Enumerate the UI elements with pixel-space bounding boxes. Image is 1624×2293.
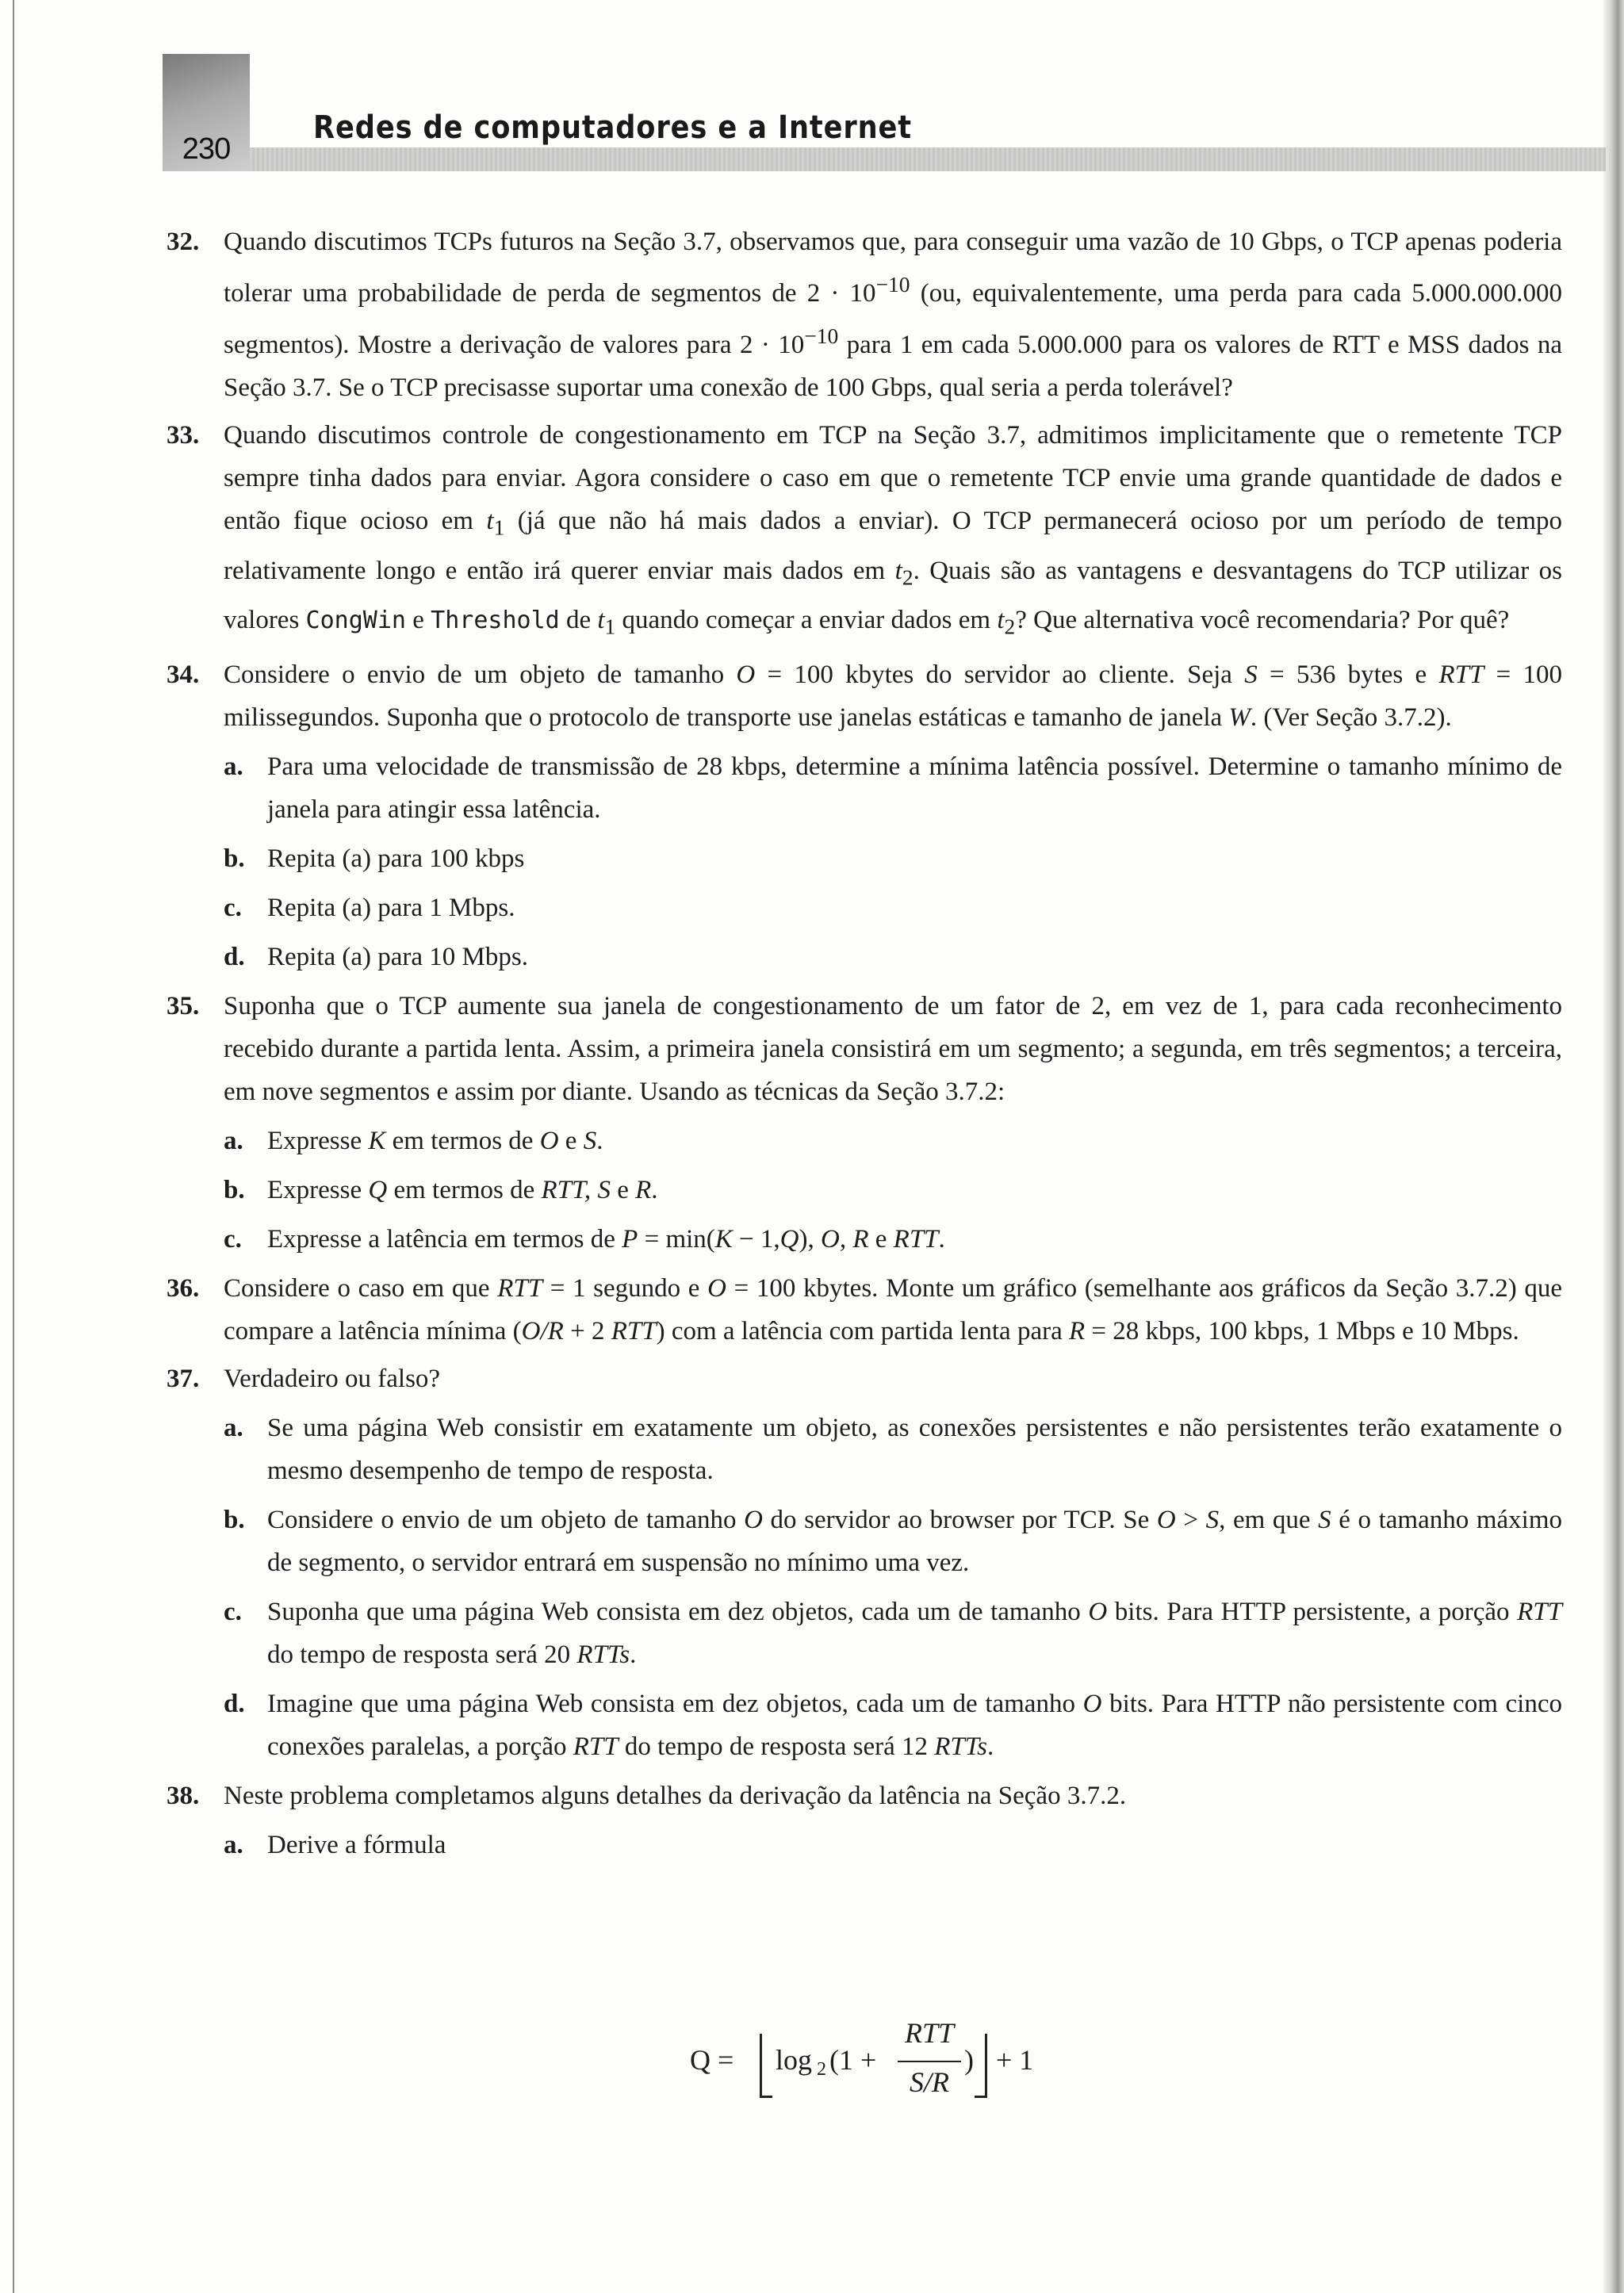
math-var: RTT xyxy=(611,1316,657,1346)
floor-bracket-left xyxy=(760,2034,762,2097)
floor-bracket-right-foot xyxy=(975,2096,987,2098)
subitem-text: do servidor ao browser por TCP. Se xyxy=(762,1505,1157,1534)
subitem xyxy=(224,1591,1562,1676)
subitem xyxy=(224,1169,1562,1212)
math-var: O xyxy=(1082,1689,1102,1718)
problem-text: Considere o caso em que xyxy=(224,1273,498,1303)
math-var: S xyxy=(1205,1505,1220,1534)
subitem-label: c. xyxy=(224,1224,242,1254)
subitem-label: d. xyxy=(224,942,245,971)
subitem-text: Repita (a) para 1 Mbps. xyxy=(267,893,515,922)
fraction-bar xyxy=(898,2061,961,2062)
page-number-badge xyxy=(163,54,250,171)
formula-close: ) xyxy=(964,2044,974,2076)
formula-denominator: S/R xyxy=(910,2066,949,2098)
exponent: −10 xyxy=(875,272,910,297)
subitem-text: bits. Para HTTP não persistente com cinco conexões paralelas, a porção xyxy=(267,1689,1562,1761)
math-var: Q xyxy=(368,1175,388,1204)
subitem-text: Considere o envio de um objeto de tamanho xyxy=(267,1505,745,1534)
running-title: Redes de computadores e a Internet xyxy=(313,109,912,146)
subitem-label: a. xyxy=(224,1413,243,1442)
problem-text: quando começar a enviar dados em xyxy=(615,606,998,635)
problem-number: 34. xyxy=(167,660,200,689)
subitem xyxy=(224,1499,1562,1584)
math-var: t xyxy=(597,606,605,635)
subitem xyxy=(224,745,1562,831)
math-var: R xyxy=(635,1175,652,1204)
formula-log: log xyxy=(776,2044,813,2076)
problem-text: (ou, equivalentemente, uma perda para cada 5.000.000.000 segmentos). Mostre a derivação de valores para 2 · 10 xyxy=(224,279,1563,359)
problem-text: de xyxy=(559,606,598,635)
subitem-text: do tempo de resposta será 12 xyxy=(618,1732,935,1761)
subscript: 1 xyxy=(604,614,616,639)
subitem-text: − 1, xyxy=(732,1224,780,1254)
math-var: O xyxy=(707,1273,726,1303)
problem-text: Quando discutimos TCPs futuros na Seção 3.7, observamos que, para conseguir uma vazão de 10 Gbps, o TCP apenas poderia tolerar uma probabilidade de perda de segmentos de 2 · 10 xyxy=(224,228,1562,308)
problem-text: Neste problema completamos alguns detalhes da derivação da latência na Seção 3.7.2. xyxy=(224,1781,1127,1810)
subitem-text: Imagine que uma página Web consista em dez objetos, cada um de tamanho xyxy=(267,1689,1083,1718)
subitem-text: Repita (a) para 100 kbps xyxy=(267,844,525,873)
code-threshold: Threshold xyxy=(431,607,560,635)
math-var: R xyxy=(852,1224,869,1254)
subitem-text: = min( xyxy=(638,1224,715,1254)
formula-log-base: 2 xyxy=(817,2059,826,2080)
subscript: 1 xyxy=(493,515,505,540)
subitem-text: e xyxy=(558,1126,584,1155)
math-var: K xyxy=(714,1224,733,1254)
subitem-text: . xyxy=(938,1224,945,1254)
subitem-text: , xyxy=(839,1224,853,1254)
subitem-text: . xyxy=(630,1640,637,1669)
problem-number: 38. xyxy=(167,1781,200,1810)
subitem-label: b. xyxy=(224,844,245,873)
subitem xyxy=(224,1824,1562,1866)
problem-text: = 28 kbps, 100 kbps, 1 Mbps e 10 Mbps. xyxy=(1085,1316,1519,1346)
subitem-label: a. xyxy=(224,1126,243,1155)
problem-text: (já que não há mais dados a enviar). O TCP permanecerá ocioso por um período de tempo relativamente longo e então irá querer enviar mais dados em xyxy=(224,507,1562,585)
problem-text: = 1 segundo e xyxy=(542,1273,708,1303)
subitem-text: , em que xyxy=(1219,1505,1319,1534)
page-edge-shadow xyxy=(1603,0,1624,2293)
problem-text: ) com a latência com partida lenta para xyxy=(656,1316,1069,1346)
subitem-label: a. xyxy=(224,752,243,781)
math-var: t xyxy=(997,606,1005,635)
subitem xyxy=(224,1120,1562,1162)
problem-number: 37. xyxy=(167,1364,200,1393)
problem-number: 32. xyxy=(167,228,200,256)
problem-text: . (Ver Seção 3.7.2). xyxy=(1250,702,1452,732)
formula-q xyxy=(690,2017,1086,2113)
math-var: R xyxy=(1068,1316,1086,1346)
problem-text: = 100 milissegundos. Suponha que o protocolo de transporte use janelas estáticas e tamanho de janela xyxy=(224,660,1562,732)
subitem xyxy=(224,1407,1562,1492)
problem-number: 35. xyxy=(167,991,200,1020)
math-var: RTTs xyxy=(934,1732,987,1761)
subitem-label: b. xyxy=(224,1175,245,1204)
math-var: O xyxy=(1156,1505,1176,1534)
subitem-list xyxy=(224,1407,1562,1768)
math-var: RTT xyxy=(497,1273,543,1303)
formula-numerator: RTT xyxy=(904,2017,955,2049)
floor-bracket-right xyxy=(985,2034,987,2097)
subitem-text: ), xyxy=(799,1224,821,1254)
subitem-text: e xyxy=(610,1175,636,1204)
subitem-label: d. xyxy=(224,1689,245,1718)
math-var: RTT, xyxy=(541,1175,592,1204)
problem-33 xyxy=(167,414,1562,649)
formula-open: (1 + xyxy=(829,2044,877,2076)
subitem-text: Para uma velocidade de transmissão de 28 kbps, determine a mínima latência possível. Determine o tamanho mínimo de janela para atingir essa latência. xyxy=(267,752,1562,824)
left-margin-rule xyxy=(13,0,14,2293)
problem-number: 33. xyxy=(167,421,200,450)
subitem-text: do tempo de resposta será 20 xyxy=(267,1640,577,1669)
subitem-list xyxy=(224,745,1562,978)
subscript: 2 xyxy=(902,565,914,590)
problem-text: . Quais são as vantagens e desvantagens do TCP utilizar os valores xyxy=(224,556,1562,635)
math-var: O xyxy=(744,1505,763,1534)
subitem-list xyxy=(224,1120,1562,1261)
math-var: O xyxy=(1088,1597,1108,1626)
problem-text: Suponha que o TCP aumente sua janela de congestionamento de um fator de 2, em vez de 1, para cada reconhecimento recebido durante a partida lenta. Assim, a primeira janela consistirá em um segmento; a segunda, em três segmentos; a terceira, em nove segmentos e assim por diante. Usando as técnicas da Seção 3.7.2: xyxy=(224,991,1562,1106)
subitem-label: a. xyxy=(224,1830,243,1859)
subitem-text: e xyxy=(868,1224,894,1254)
subitem-text: Expresse xyxy=(267,1175,369,1204)
exponent: −10 xyxy=(804,323,839,348)
subitem xyxy=(224,1218,1562,1261)
formula-lhs: Q = xyxy=(690,2044,734,2076)
subitem xyxy=(224,936,1562,978)
problem-38 xyxy=(167,1774,1562,1866)
subitem-text: > xyxy=(1175,1505,1206,1534)
math-var: RTT xyxy=(893,1224,939,1254)
problem-32 xyxy=(167,220,1562,409)
problem-text: Considere o envio de um objeto de tamanho xyxy=(224,660,737,689)
subitem-label: c. xyxy=(224,1597,242,1626)
math-var: W xyxy=(1228,702,1251,732)
subitem-text: em termos de xyxy=(385,1126,540,1155)
math-var: S xyxy=(583,1126,597,1155)
subitem-text: em termos de xyxy=(387,1175,542,1204)
math-var: RTTs xyxy=(576,1640,630,1669)
subitem xyxy=(224,1682,1562,1768)
math-var: S xyxy=(1244,660,1258,689)
math-var: S xyxy=(1318,1505,1331,1534)
math-var: K xyxy=(368,1126,386,1155)
math-var: RTT xyxy=(573,1732,619,1761)
math-var: RTT xyxy=(1517,1597,1562,1626)
problem-number: 36. xyxy=(167,1273,200,1303)
problem-text: Quando discutimos controle de congestionamento em TCP na Seção 3.7, admitimos implicitamente que o remetente TCP sempre tinha dados para enviar. Agora considere o caso em que o remetente TCP envie uma grande quantidade de dados e então fique ocioso em xyxy=(224,421,1562,535)
problem-text: para 1 em cada 5.000.000 para os valores de RTT e MSS dados na Seção 3.7. Se o TCP precisasse suportar uma conexão de 100 Gbps, qual seria a perda tolerável? xyxy=(224,331,1562,402)
math-var: t xyxy=(894,556,902,585)
page-header xyxy=(163,54,1606,181)
subitem-text: é o tamanho máximo de segmento, o servidor entrará em suspensão no mínimo uma vez. xyxy=(267,1505,1562,1577)
page-content xyxy=(167,220,1562,1873)
math-var: O xyxy=(736,660,756,689)
subitem-text: Expresse xyxy=(267,1126,369,1155)
subitem-list xyxy=(224,1824,1562,1866)
problem-text: = 536 bytes e xyxy=(1257,660,1439,689)
problem-text: = 100 kbytes. Monte um gráfico (semelhante aos gráficos da Seção 3.7.2) que compare a latência mínima ( xyxy=(224,1273,1563,1346)
formula-plus-one: + 1 xyxy=(996,2044,1034,2076)
subitem-text: bits. Para HTTP persistente, a porção xyxy=(1107,1597,1518,1626)
math-var: O/R xyxy=(521,1316,564,1346)
floor-bracket-left-foot xyxy=(760,2096,772,2098)
subitem-text: . xyxy=(651,1175,658,1204)
subitem-text: Repita (a) para 10 Mbps. xyxy=(267,942,528,971)
problem-34 xyxy=(167,653,1562,978)
problem-text: ? Que alternativa você recomendaria? Por quê? xyxy=(1015,606,1510,635)
problem-37 xyxy=(167,1357,1562,1768)
subitem-text: . xyxy=(596,1126,603,1155)
math-var: Q xyxy=(779,1224,799,1254)
math-var: P xyxy=(622,1224,638,1254)
subitem-text: Expresse a latência em termos de xyxy=(267,1224,622,1254)
math-var: O xyxy=(821,1224,840,1254)
problem-text: + 2 xyxy=(563,1316,611,1346)
code-congwin: CongWin xyxy=(305,607,406,635)
subitem-text: Se uma página Web consistir em exatamente um objeto, as conexões persistentes e não persistentes terão exatamente o mesmo desempenho de tempo de resposta. xyxy=(267,1413,1562,1485)
problem-36 xyxy=(167,1267,1562,1353)
header-rule xyxy=(250,147,1606,171)
subitem-label: b. xyxy=(224,1505,245,1534)
math-var: O xyxy=(539,1126,559,1155)
subscript: 2 xyxy=(1004,614,1016,639)
problem-text: = 100 kbytes do servidor ao cliente. Seja xyxy=(755,660,1245,689)
page-number: 230 xyxy=(182,132,231,166)
math-var: t xyxy=(486,507,494,535)
math-var: S xyxy=(597,1175,611,1204)
math-var: RTT xyxy=(1438,660,1484,689)
subitem-text: . xyxy=(986,1732,994,1761)
subitem xyxy=(224,837,1562,880)
problem-text: Verdadeiro ou falso? xyxy=(224,1364,441,1393)
subitem xyxy=(224,886,1562,929)
subitem-text: Suponha que uma página Web consista em dez objetos, cada um de tamanho xyxy=(267,1597,1089,1626)
subitem-label: c. xyxy=(224,893,242,922)
problem-35 xyxy=(167,985,1562,1261)
problem-text: e xyxy=(405,606,431,635)
subitem-text: Derive a fórmula xyxy=(267,1830,446,1859)
